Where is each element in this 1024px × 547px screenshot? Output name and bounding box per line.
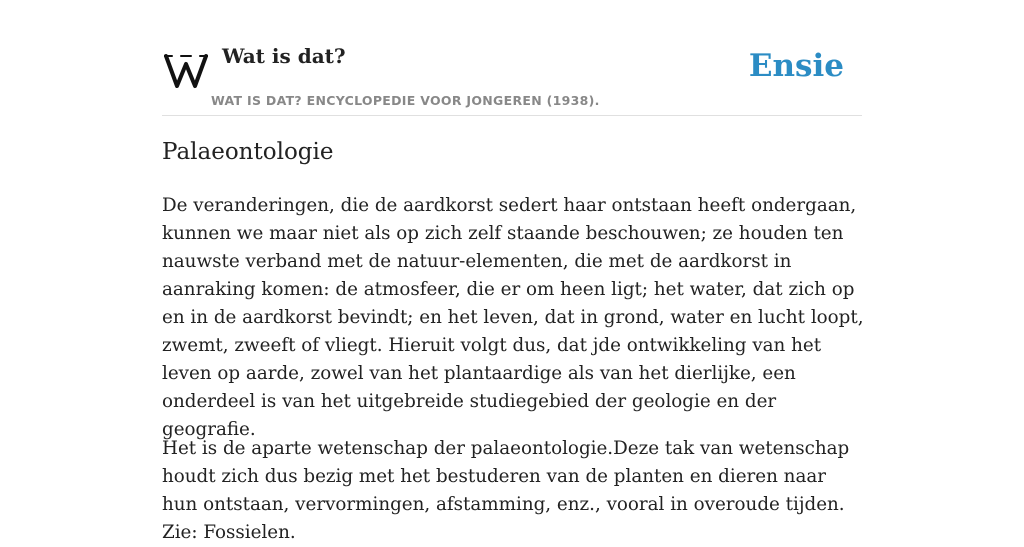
wikipedia-w-icon[interactable] bbox=[164, 52, 208, 90]
article-paragraph: Het is de aparte wetenschap der palaeontologie.Deze tak van wetenschap houdt zich dus bezig met het bestuderen van de planten en dieren naar hun ontstaan, vervormingen, afstamming, enz., vooral in overoude tijden. Zie: Fossielen. bbox=[162, 438, 850, 543]
article-title: Palaeontologie bbox=[162, 139, 334, 165]
site-title[interactable]: Wat is dat? bbox=[222, 44, 346, 68]
source-subtitle[interactable]: WAT IS DAT? ENCYCLOPEDIE VOOR JONGEREN (1938). bbox=[211, 93, 600, 108]
header bbox=[162, 0, 862, 116]
article-paragraph: De veranderingen, die de aardkorst sedert haar ontstaan heeft ondergaan, kunnen we maar niet als op zich zelf staande beschouwen; ze houden ten nauwste verband met de natuur-elementen, die met de aardkorst in aanraking komen: de atmosfeer, die er om heen ligt; het water, dat zich op en in de aardkorst bevindt; en het leven, dat in grond, water en lucht loopt, zwemt, zweeft of vliegt. Hieruit volgt dus, dat jde ontwikkeling van het leven op aarde, zowel van het plantaardige als van het dierlijke, een onderdeel is van het uitgebreide studiegebied der geologie en der geografie. bbox=[162, 195, 864, 440]
brand-logo[interactable]: Ensie bbox=[748, 48, 844, 84]
page bbox=[162, 0, 864, 543]
